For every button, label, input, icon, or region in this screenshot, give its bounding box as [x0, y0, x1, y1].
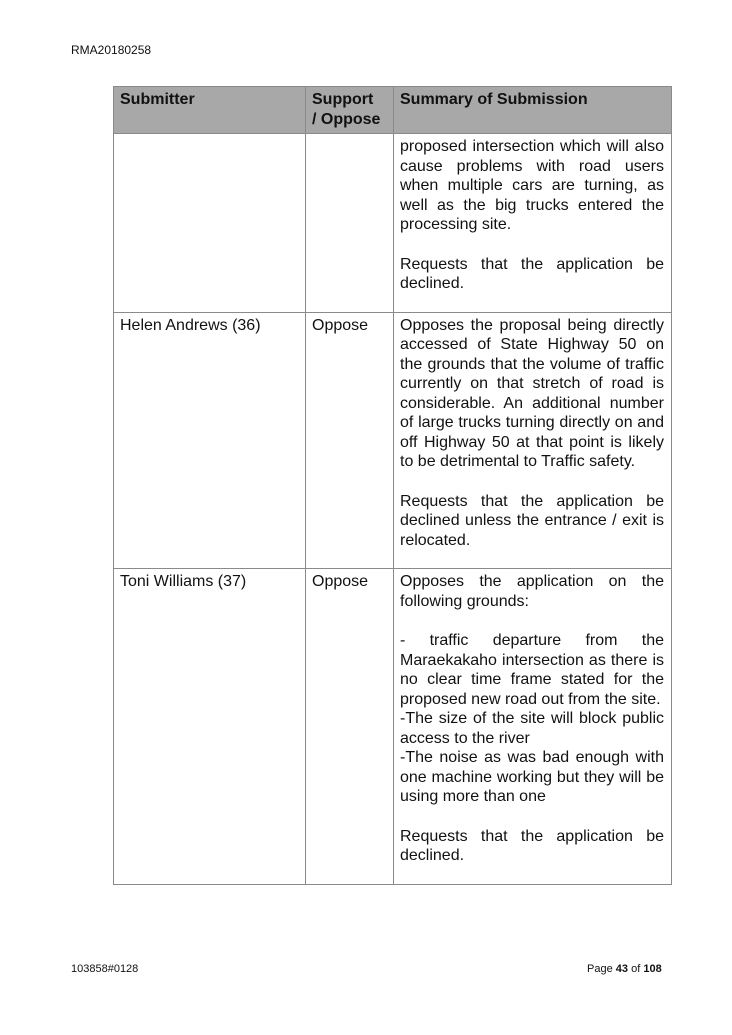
footer-doc-number: 103858#0128: [71, 963, 139, 975]
submitter-cell: Helen Andrews (36): [114, 312, 306, 569]
header-support-line2: / Oppose: [312, 110, 381, 128]
submitter-cell: [114, 134, 306, 313]
header-summary: Summary of Submission: [394, 87, 672, 134]
page-current: 43: [615, 963, 629, 975]
table-row: [114, 312, 672, 569]
document-reference: RMA20180258: [71, 43, 152, 57]
submissions-table: [113, 86, 672, 885]
page-prefix: Page: [587, 963, 613, 975]
summary-paragraph: proposed intersection which will also cause problems with road users when multiple cars are turning, as well as the big trucks entered the processing site.: [400, 138, 664, 233]
position-cell: Oppose: [306, 569, 394, 885]
summary-paragraph: -The noise as was bad enough with one machine working but they will be using more than one: [400, 749, 664, 805]
summary-paragraph: -The size of the site will block public access to the river: [400, 710, 664, 747]
summary-paragraph: Opposes the proposal being directly accessed of State Highway 50 on the grounds that the volume of traffic currently on that stretch of road is considerable. An additional number of large trucks turning directly on and off Highway 50 at that point is likely to be detrimental to Traffic safety.: [400, 316, 664, 470]
summary-paragraph: - traffic departure from the Maraekakaho intersection as there is no clear time frame stated for the proposed new road out from the site.: [400, 632, 664, 708]
summary-paragraph: Requests that the application be declined unless the entrance / exit is relocated.: [400, 492, 664, 549]
position-cell: [306, 134, 394, 313]
summary-paragraph: Opposes the application on the following grounds:: [400, 573, 664, 610]
header-support-line1: Support: [312, 91, 374, 108]
summary-paragraph: Requests that the application be declined.: [400, 827, 664, 864]
page-total: 108: [643, 963, 662, 975]
summary-cell: [394, 312, 672, 569]
header-support-oppose: [306, 87, 394, 134]
position-cell: Oppose: [306, 312, 394, 569]
table-header-row: [114, 87, 672, 134]
page-of: of: [631, 963, 641, 975]
footer-page-number: [587, 963, 662, 975]
header-submitter: Submitter: [114, 87, 306, 134]
summary-paragraph: Requests that the application be declined.: [400, 255, 664, 292]
submitter-cell: Toni Williams (37): [114, 569, 306, 885]
table-row: [114, 569, 672, 885]
summary-cell: [394, 134, 672, 313]
table-row: [114, 134, 672, 313]
summary-cell: [394, 569, 672, 885]
